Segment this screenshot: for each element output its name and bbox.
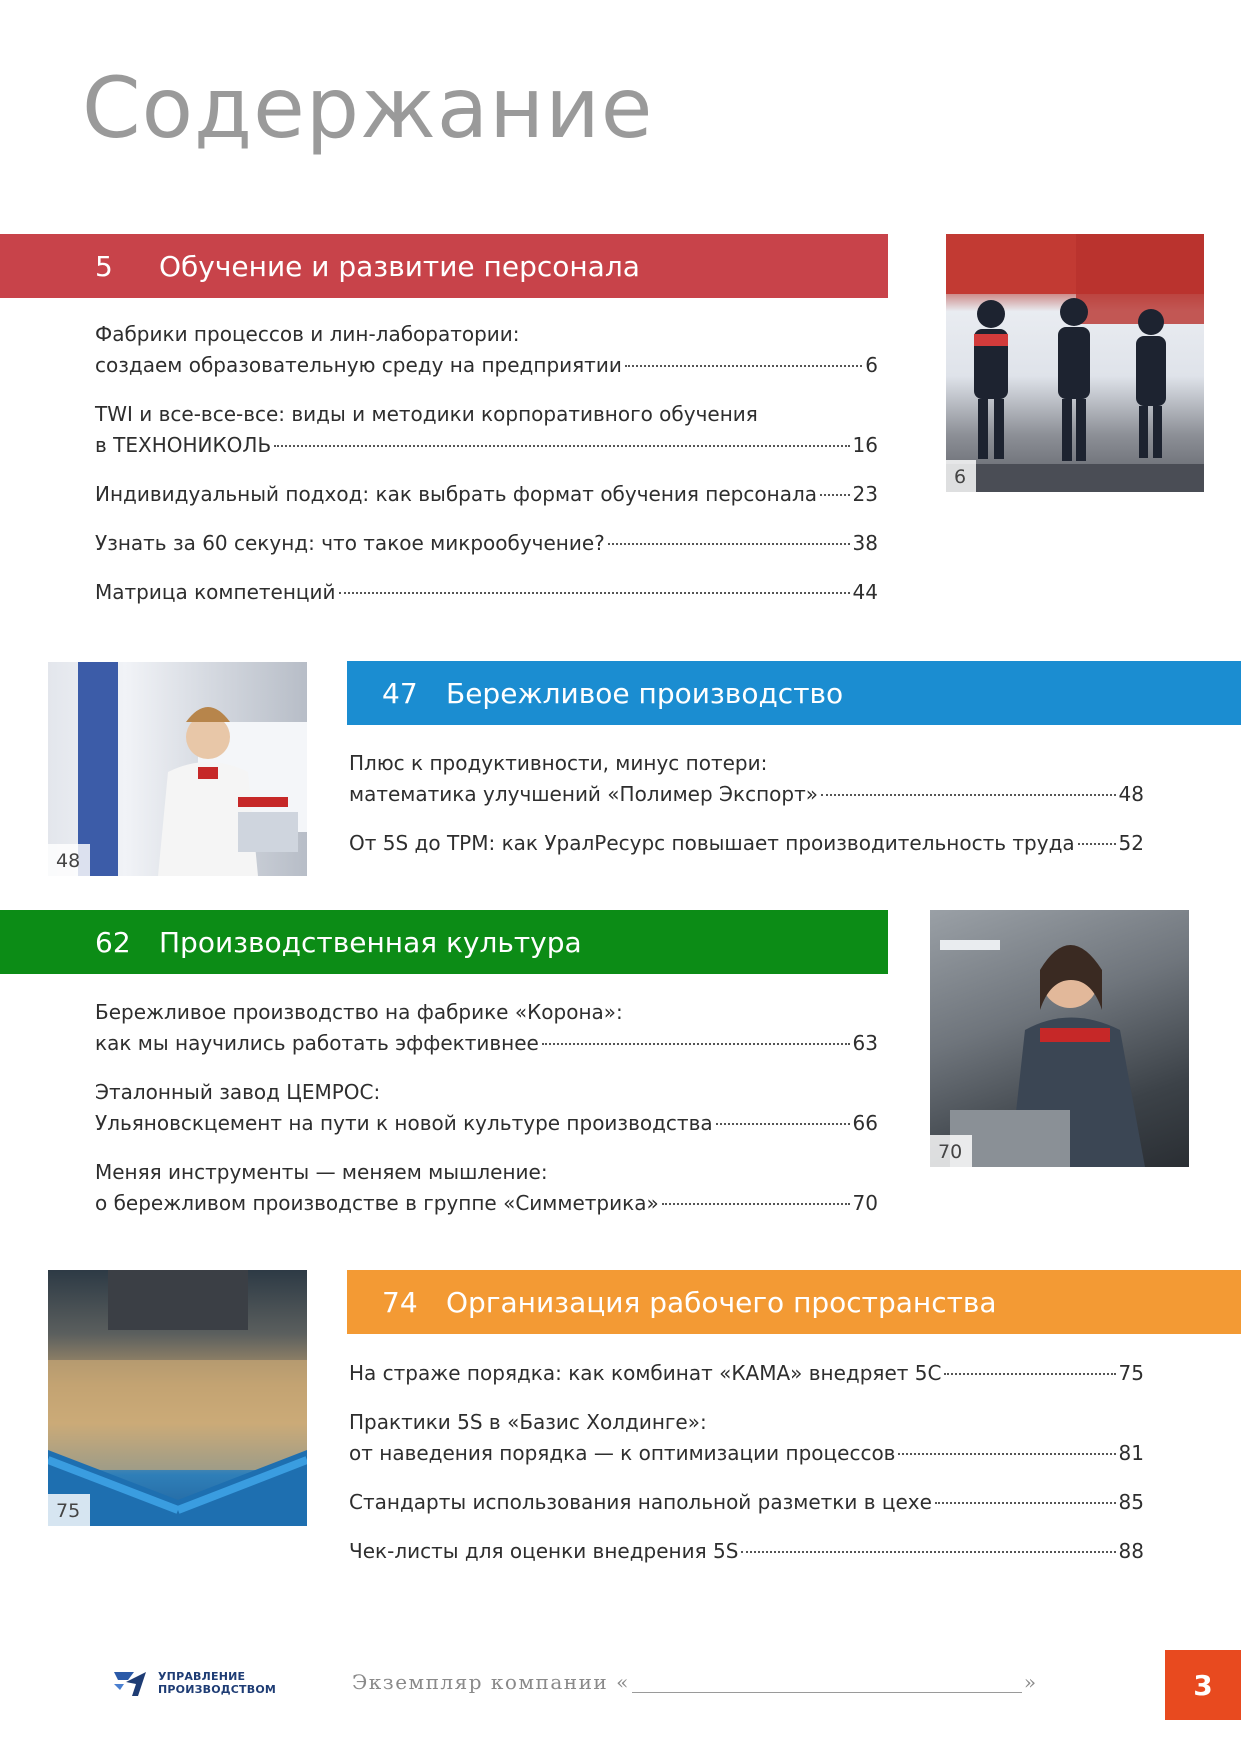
section-header-culture xyxy=(0,910,888,974)
dot-leader xyxy=(741,1551,1115,1553)
photo-page-label: 6 xyxy=(946,460,976,492)
toc-entry[interactable] xyxy=(349,828,1144,859)
dot-leader xyxy=(608,543,850,545)
toc-page-number: 52 xyxy=(1118,831,1144,855)
toc-page-number: 38 xyxy=(852,531,878,555)
dot-leader xyxy=(339,592,850,594)
toc-entry-title: Стандарты использования напольной разметки в цехе xyxy=(349,1490,932,1514)
publisher-logo xyxy=(112,1668,276,1698)
dot-leader xyxy=(821,794,1116,796)
toc-list-training xyxy=(95,319,878,626)
toc-list-workspace xyxy=(349,1358,1144,1585)
toc-page-number: 85 xyxy=(1118,1490,1144,1514)
copy-prefix: Экземпляр компании « xyxy=(352,1670,630,1694)
section-number: 62 xyxy=(95,925,131,959)
toc-entry[interactable] xyxy=(95,528,878,559)
dot-leader xyxy=(625,365,862,367)
section-title: Бережливое производство xyxy=(446,676,844,710)
dot-leader xyxy=(1078,843,1116,845)
toc-entry[interactable] xyxy=(95,1157,878,1219)
toc-entry-title-line2: о бережливом производстве в группе «Симметрика» xyxy=(95,1191,659,1215)
toc-list-culture xyxy=(95,997,878,1237)
toc-entry[interactable] xyxy=(95,319,878,381)
toc-entry[interactable] xyxy=(349,748,1144,810)
logo-text-line2: ПРОИЗВОДСТВОМ xyxy=(158,1683,277,1696)
toc-page-number: 48 xyxy=(1118,782,1144,806)
toc-entry-title: На страже порядка: как комбинат «КАМА» внедряет 5С xyxy=(349,1361,942,1385)
toc-entry-title-line2: Ульяновскцемент на пути к новой культуре производства xyxy=(95,1111,713,1135)
toc-entry[interactable] xyxy=(349,1358,1144,1389)
section-header-lean xyxy=(347,661,1241,725)
toc-entry-title: Узнать за 60 секунд: что такое микрообучение? xyxy=(95,531,605,555)
toc-entry-title: Индивидуальный подход: как выбрать формат обучения персонала xyxy=(95,482,817,506)
section-title: Организация рабочего пространства xyxy=(446,1285,997,1319)
toc-page-number: 66 xyxy=(852,1111,878,1135)
toc-entry-title-line2: математика улучшений «Полимер Экспорт» xyxy=(349,782,818,806)
vr-people-illustration xyxy=(946,234,1204,492)
toc-entry-title: От 5S до ТРМ: как УралРесурс повышает производительность труда xyxy=(349,831,1075,855)
toc-page-number: 23 xyxy=(852,482,878,506)
toc-entry-title-line1: Плюс к продуктивности, минус потери: xyxy=(349,751,768,775)
section-title: Обучение и развитие персонала xyxy=(159,249,640,283)
toc-entry-title-line2: от наведения порядка — к оптимизации процессов xyxy=(349,1441,896,1465)
toc-list-lean xyxy=(349,748,1144,877)
section-header-training xyxy=(0,234,888,298)
logo-text-line1: УПРАВЛЕНИЕ xyxy=(158,1670,246,1683)
conveyor-illustration xyxy=(48,1270,307,1526)
photo-factory-worker xyxy=(930,910,1189,1167)
toc-entry-title-line2: создаем образовательную среду на предприятии xyxy=(95,353,622,377)
toc-entry-title-line1: Меняя инструменты — меняем мышление: xyxy=(95,1160,548,1184)
photo-lab-worker xyxy=(48,662,307,876)
toc-entry-title-line1: Эталонный завод ЦЕМРОС: xyxy=(95,1080,381,1104)
dot-leader xyxy=(935,1502,1116,1504)
photo-page-label: 48 xyxy=(48,844,90,876)
page-number-badge: 3 xyxy=(1165,1650,1241,1720)
toc-entry-title-line2: в ТЕХНОНИКОЛЬ xyxy=(95,433,272,457)
photo-page-label: 75 xyxy=(48,1494,90,1526)
dot-leader xyxy=(274,445,849,447)
toc-entry[interactable] xyxy=(95,1077,878,1139)
toc-entry[interactable] xyxy=(95,479,878,510)
dot-leader xyxy=(898,1453,1115,1455)
section-number: 74 xyxy=(382,1285,418,1319)
toc-page-number: 81 xyxy=(1118,1441,1144,1465)
dot-leader xyxy=(820,494,850,496)
toc-page-number: 44 xyxy=(852,580,878,604)
toc-entry[interactable] xyxy=(95,577,878,608)
photo-production-line xyxy=(48,1270,307,1526)
factory-worker-illustration xyxy=(930,910,1189,1167)
toc-page-number: 70 xyxy=(852,1191,878,1215)
dot-leader xyxy=(716,1123,850,1125)
dot-leader xyxy=(944,1373,1115,1375)
section-number: 5 xyxy=(95,249,113,283)
photo-page-label: 70 xyxy=(930,1135,972,1167)
toc-page-number: 6 xyxy=(865,353,878,377)
toc-entry-title: Матрица компетенций xyxy=(95,580,336,604)
dot-leader xyxy=(542,1043,850,1045)
toc-entry[interactable] xyxy=(349,1536,1144,1567)
page-title: Содержание xyxy=(82,59,654,157)
toc-page-number: 16 xyxy=(852,433,878,457)
photo-vr-training xyxy=(946,234,1204,492)
toc-entry-title-line1: Фабрики процессов и лин-лаборатории: xyxy=(95,322,520,346)
toc-page-number: 75 xyxy=(1118,1361,1144,1385)
toc-entry-title: Чек-листы для оценки внедрения 5S xyxy=(349,1539,739,1563)
toc-page-number: 88 xyxy=(1118,1539,1144,1563)
company-copy-line xyxy=(352,1670,1038,1694)
section-header-workspace xyxy=(347,1270,1241,1334)
toc-entry-title-line1: Бережливое производство на фабрике «Корона»: xyxy=(95,1000,623,1024)
company-name-blank xyxy=(632,1692,1022,1693)
copy-suffix: » xyxy=(1023,1670,1038,1694)
toc-entry-title-line2: как мы научились работать эффективнее xyxy=(95,1031,539,1055)
toc-entry[interactable] xyxy=(349,1407,1144,1469)
section-title: Производственная культура xyxy=(159,925,582,959)
toc-entry[interactable] xyxy=(95,997,878,1059)
logo-mark-icon xyxy=(112,1668,152,1698)
toc-entry-title-line1: Практики 5S в «Базис Холдинге»: xyxy=(349,1410,707,1434)
toc-entry[interactable] xyxy=(349,1487,1144,1518)
toc-page-number: 63 xyxy=(852,1031,878,1055)
section-number: 47 xyxy=(382,676,418,710)
dot-leader xyxy=(662,1203,850,1205)
toc-entry[interactable] xyxy=(95,399,878,461)
toc-entry-title-line1: TWI и все-все-все: виды и методики корпоративного обучения xyxy=(95,402,758,426)
